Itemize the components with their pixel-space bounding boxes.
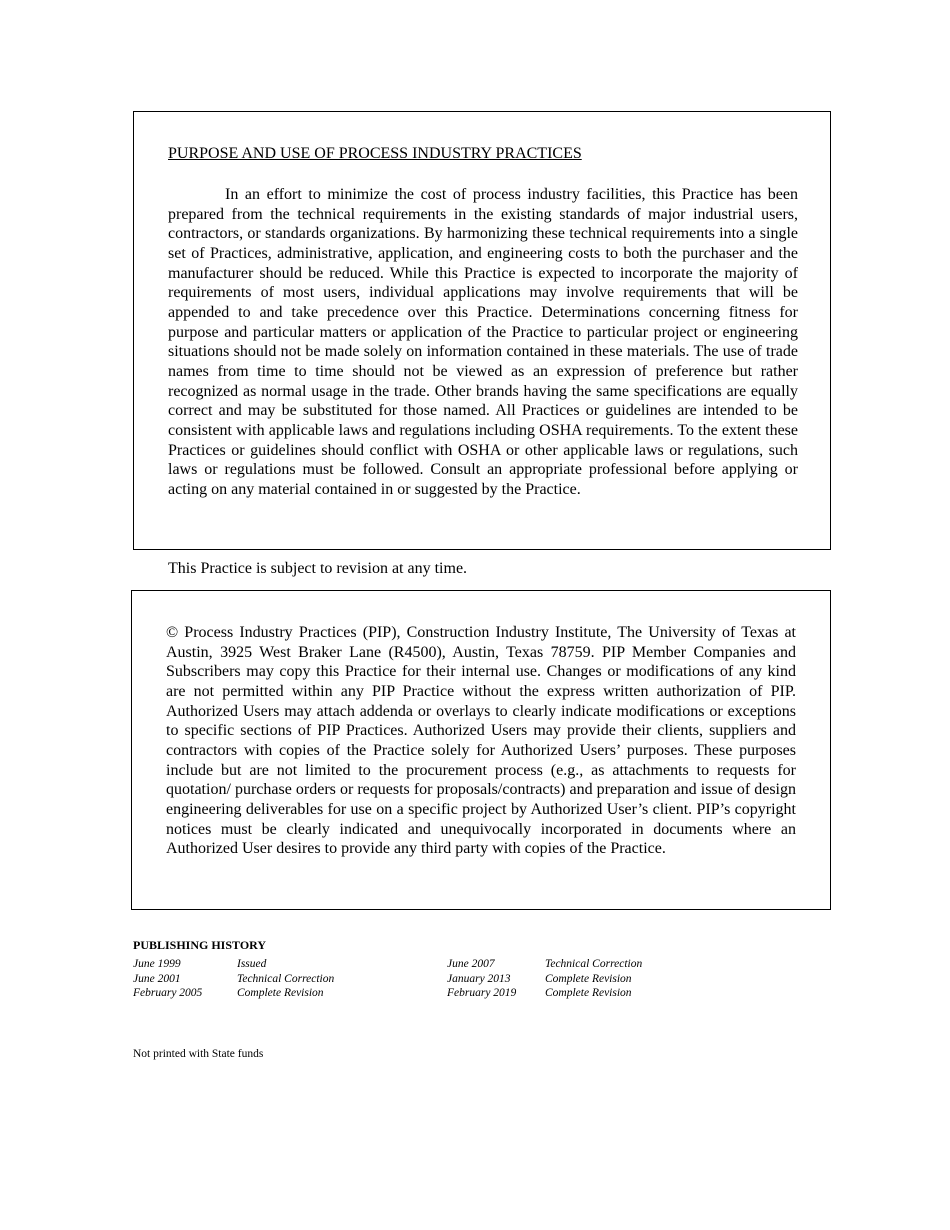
history-event: Technical Correction	[545, 958, 643, 970]
publishing-history	[133, 937, 693, 1000]
history-event: Complete Revision	[545, 987, 632, 1000]
history-row	[447, 986, 642, 1001]
history-row	[133, 957, 334, 972]
history-event: Complete Revision	[545, 972, 632, 985]
copyright-section	[131, 590, 831, 910]
purpose-section	[133, 111, 831, 550]
history-event: Technical Correction	[237, 972, 335, 985]
history-row	[447, 957, 642, 972]
copyright-paragraph: © Process Industry Practices (PIP), Construction Industry Institute, The University of Texas at Austin, 3925 West Braker Lane (R4500), Austin, Texas 78759. PIP Member Companies and Subscribers may copy this Practice for their internal use. Changes or modifications of any kind are not permitted within any PIP Practice without the express written authorization of PIP. Authorized Users may attach addenda or overlays to clearly indicate modifications or exceptions to specific sections of PIP Practices. Authorized Users may provide their clients, suppliers and contractors with copies of the Practice solely for Authorized Users’ purposes. These purposes include but are not limited to the procurement process (e.g., as attachments to requests for quotation/ purchase orders or requests for proposals/contracts) and preparation and issue of design engineering deliverables for use on a specific project by Authorized User’s client. PIP’s copyright notices must be clearly indicated and unequivocally incorporated in documents where an Authorized User desires to provide any third party with copies of the Practice.	[166, 624, 796, 858]
purpose-heading: PURPOSE AND USE OF PROCESS INDUSTRY PRACTICES	[168, 145, 582, 162]
history-date: January 2013	[447, 972, 511, 985]
history-date: February 2019	[447, 987, 517, 1000]
history-column-left	[133, 957, 334, 1001]
publishing-history-title: PUBLISHING HISTORY	[133, 938, 267, 952]
history-date: June 2001	[133, 972, 181, 985]
footer-note: Not printed with State funds	[133, 1048, 264, 1060]
history-date: June 1999	[133, 958, 181, 970]
history-row	[447, 972, 642, 987]
history-row	[133, 972, 334, 987]
revision-note: This Practice is subject to revision at any time.	[168, 560, 468, 577]
history-date: June 2007	[447, 958, 495, 970]
history-date: February 2005	[133, 987, 203, 1000]
purpose-paragraph: In an effort to minimize the cost of process industry facilities, this Practice has been prepared from the technical requirements in the existing standards of major industrial users, contractors, or standards organizations. By harmonizing these technical requirements into a single set of Practices, administrative, application, and engineering costs to both the purchaser and the manufacturer should be reduced. While this Practice is expected to incorporate the majority of requirements of most users, individual applications may involve requirements that will be appended to and take precedence over this Practice. Determinations concerning fitness for purpose and particular matters or application of the Practice to particular project or engineering situations should not be made solely on information contained in these materials. The use of trade names from time to time should not be viewed as an expression of preference but rather recognized as normal usage in the trade. Other brands having the same specifications are equally correct and may be substituted for those named. All Practices or guidelines are intended to be consistent with applicable laws and regulations including OSHA requirements. To the extent these Practices or guidelines should conflict with OSHA or other applicable laws or regulations, such laws or regulations must be followed. Consult an appropriate professional before applying or acting on any material contained in or suggested by the Practice.	[168, 186, 798, 498]
history-event: Issued	[237, 958, 267, 970]
history-row	[133, 986, 334, 1001]
history-event: Complete Revision	[237, 987, 324, 1000]
history-column-right	[447, 957, 642, 1001]
